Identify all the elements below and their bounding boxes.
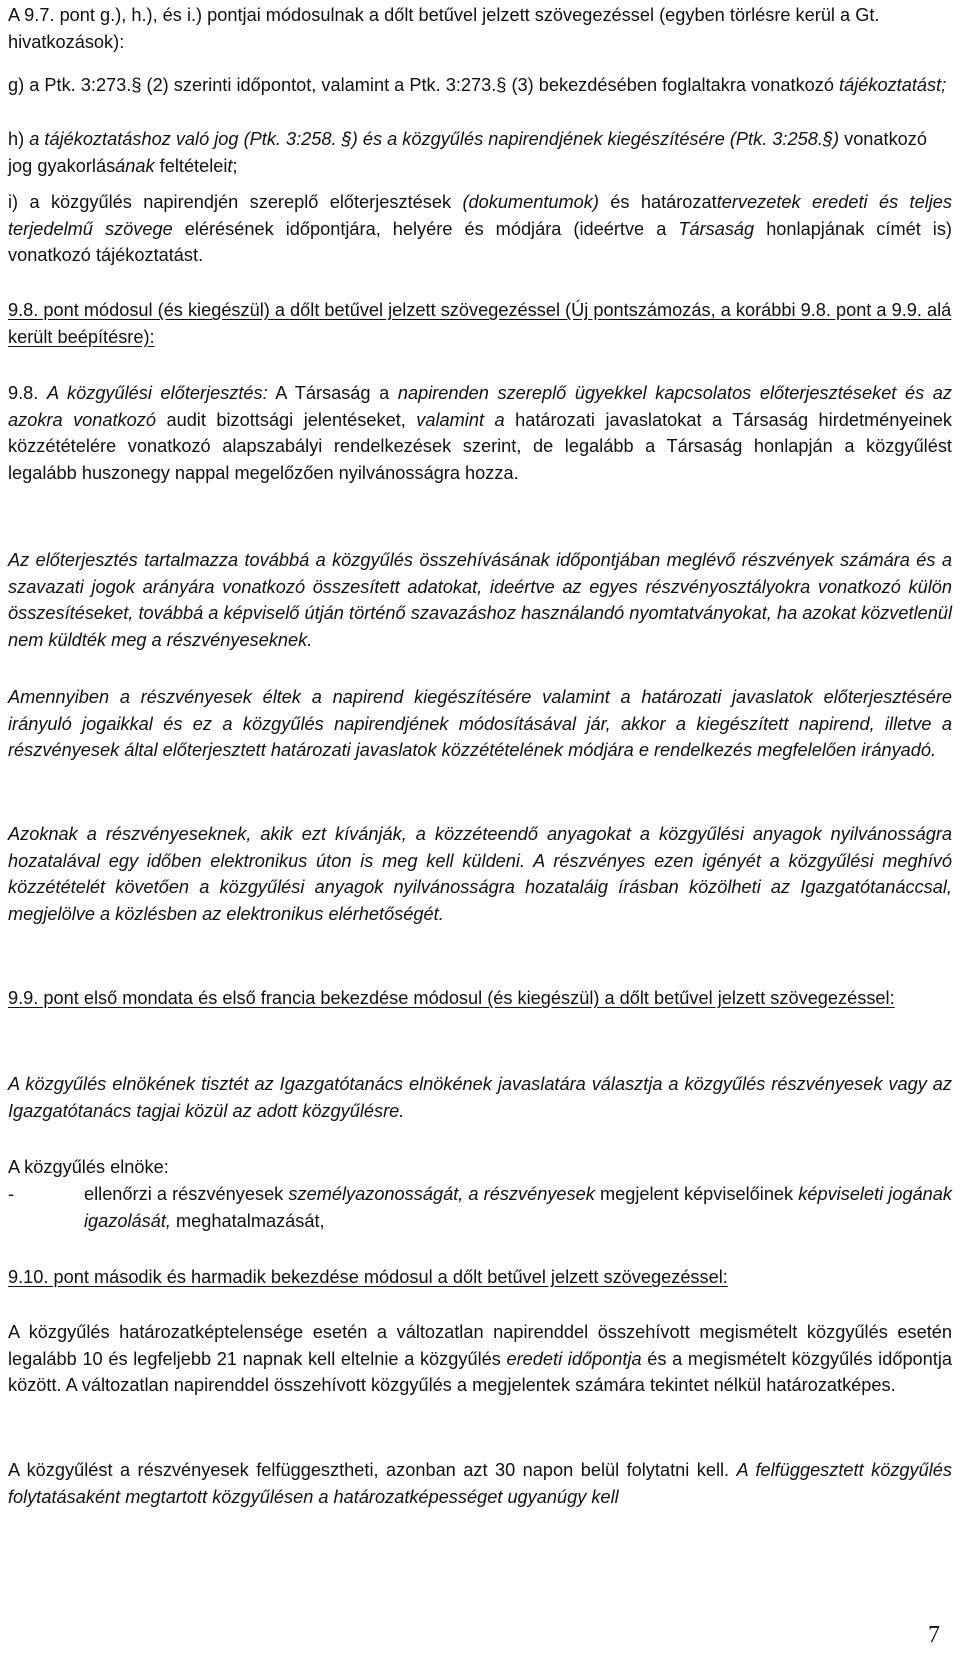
- bullet-dash: -: [8, 1184, 15, 1204]
- intro-paragraph: A 9.7. pont g.), h.), és i.) pontjai módosulnak a dőlt betűvel jelzett szövegezéssel (egyben törlésre kerül a Gt. hivatkozások):: [8, 5, 880, 52]
- section-heading-9-8: 9.8. pont módosul (és kiegészül) a dőlt betűvel jelzett szövegezéssel (Új pontszámozás, a korábbi 9.8. pont a 9.9. alá került beépítésre):: [8, 300, 952, 347]
- section-heading-9-10: 9.10. pont második és harmadik bekezdése módosul a dőlt betűvel jelzett szövegezéssel:: [8, 1267, 728, 1287]
- paragraph-amennyiben: Amennyiben a részvényesek éltek a napirend kiegészítésére valamint a határozati javaslatok előterjesztésére irányuló jogaikkal és ez a közgyűlés napirendjének módosításával jár, akkor a kiegészített napirend, illetve a részvényesek által előterjesztett határozati javaslatok közzétételének módjára e rendelkezés megfelelően irányadó.: [8, 687, 952, 760]
- paragraph-felfuggesztes: A közgyűlést a részvényesek felfüggesztheti, azonban azt 30 napon belül folytatni kell. A felfüggesztett közgyűlés folytatásaként megtartott közgyűlésen a határozatképességet ugyanúgy kell: [8, 1460, 952, 1507]
- item-g: g) a Ptk. 3:273.§ (2) szerinti időpontot, valamint a Ptk. 3:273.§ (3) bekezdésében foglaltakra vonatkozó tájékoztatást;: [8, 75, 947, 95]
- paragraph-azoknak: Azoknak a részvényeseknek, akik ezt kívánják, a közzéteendő anyagokat a közgyűlési anyagok nyilvánosságra hozatalával egy időben elektronikus úton is meg kell küldeni. A részvényes ezen igényét a közgyűlési meghívó közzétételét követően a közgyűlési anyagok nyilvánosságra hozataláig írásban közölheti az Igazgatótanáccsal, megjelölve a közlésben az elektronikus elérhetőségét.: [8, 824, 952, 924]
- item-h: h) a tájékoztatáshoz való jog (Ptk. 3:258. §) és a közgyűlés napirendjének kiegészítésére (Ptk. 3:258.§) vonatkozó jog gyakorlásának feltételeit;: [8, 129, 928, 176]
- paragraph-9-9: A közgyűlés elnökének tisztét az Igazgatótanács elnökének javaslatára választja a közgyűlés részvényesek vagy az Igazgatótanács tagjai közül az adott közgyűlésre.: [8, 1074, 952, 1121]
- paragraph-9-8: 9.8. A közgyűlési előterjesztés: A Társaság a napirenden szereplő ügyekkel kapcsolatos előterjesztéseket és az azokra vonatkozó audit bizottsági jelentéseket, valamint a határozati javaslatokat a Társaság hirdetményeinek közzétételére vonatkozó alapszabályi rendelkezések szerint, de legalább a Társaság honlapján a közgyűlést legalább huszonegy nappal megelőzően nyilvánosságra hozza.: [8, 383, 952, 483]
- paragraph-eloterjesztes: Az előterjesztés tartalmazza továbbá a közgyűlés összehívásának időpontjában meglévő részvények számára és a szavazati jogok arányára vonatkozó összesített adatokat, ideértve az egyes részvényosztályokra vonatkozó külön összesítéseket, továbbá a képviselő útján történő szavazáshoz használandó nyomtatványokat, ha azokat közvetlenül nem küldték meg a részvényeseknek.: [8, 550, 952, 650]
- chairman-label: A közgyűlés elnöke:: [8, 1157, 169, 1177]
- paragraph-9-10: A közgyűlés határozatképtelensége esetén a változatlan napirenddel összehívott megismételt közgyűlés esetén legalább 10 és legfeljebb 21 napnak kell eltelnie a közgyűlés eredeti időpontja és a megismételt közgyűlés időpontja között. A változatlan napirenddel összehívott közgyűlés a megjelentek számára tekintet nélkül határozatképes.: [8, 1322, 952, 1395]
- section-heading-9-9: 9.9. pont első mondata és első francia bekezdése módosul (és kiegészül) a dőlt betűvel jelzett szövegezéssel:: [8, 988, 895, 1008]
- item-i: i) a közgyűlés napirendjén szereplő előterjesztések (dokumentumok) és határozattervezetek eredeti és teljes terjedelmű szövege elérésének időpontjára, helyére és módjára (ideértve a Társaság honlapjának címét is) vonatkozó tájékoztatást.: [8, 192, 952, 265]
- bullet-text: ellenőrzi a részvényesek személyazonosságát, a részvényesek megjelent képviselőinek képviseleti jogának igazolását, meghatalmazását,: [84, 1184, 953, 1231]
- page-number: 7: [928, 1622, 940, 1648]
